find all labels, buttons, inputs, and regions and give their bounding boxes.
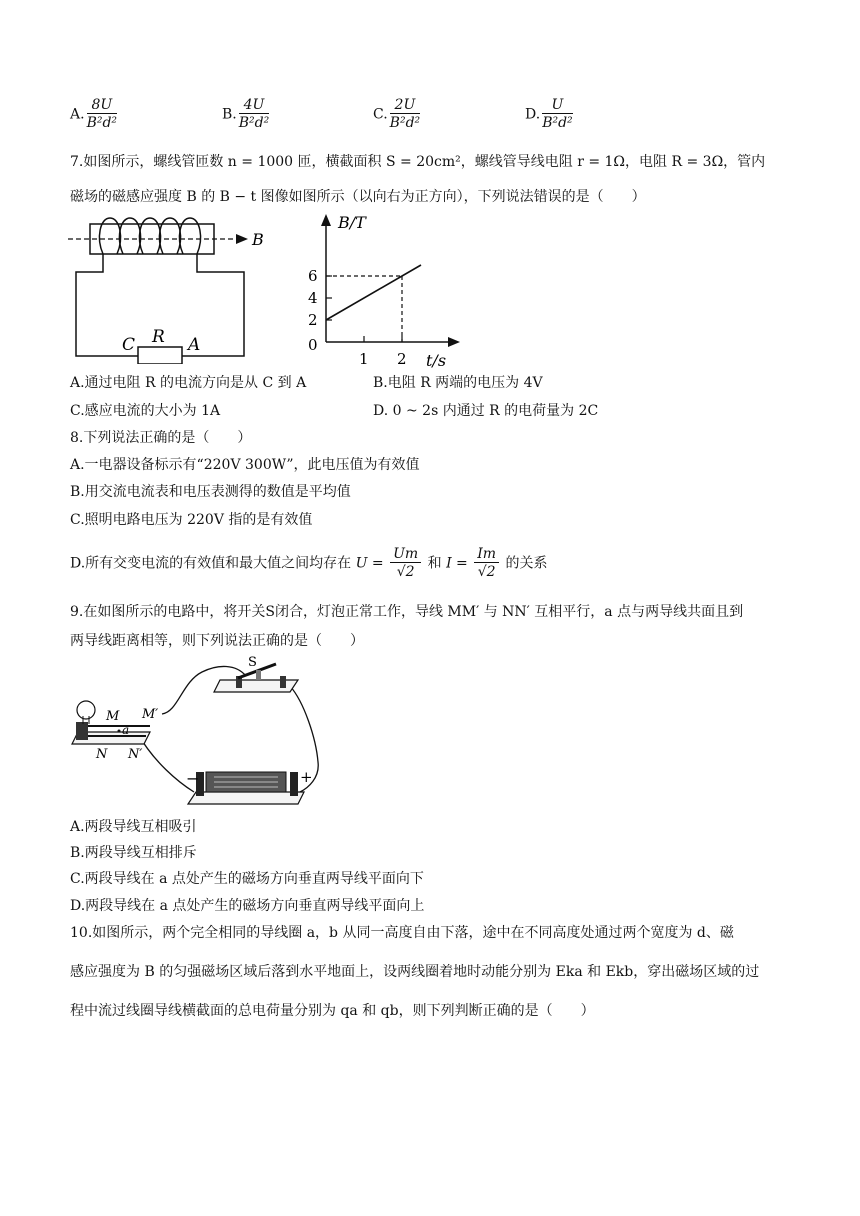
q6-option-d: D. $\frac{U}{\text{B²d²}}$ [525,97,573,131]
lamp-holder [76,722,88,740]
field-arrow-icon [236,234,248,244]
q7-option-c: C.感应电流的大小为 1A [70,403,221,419]
q9-option-c: C.两段导线在 a 点处产生的磁场方向垂直两导线平面向下 [70,871,424,887]
q6-option-c-fraction: $\frac{2U}{\text{B²d²}}$ [389,97,421,131]
label-a: a [122,723,130,737]
q6-option-a-fraction: $\frac{8U}{\text{B²d²}}$ [86,97,118,131]
q8-option-b: B.用交流电流表和电压表测得的数值是平均值 [70,484,351,500]
x-tick-label: 1 [359,350,369,368]
label-minus: − [186,769,200,788]
label-m-prime: M′ [142,707,159,722]
q8-option-a: A.一电器设备标示有“220V 300W”，此电压值为有效值 [70,457,420,473]
label-m: M [106,709,120,724]
q9-option-a: A.两段导线互相吸引 [70,819,197,835]
point-a [118,730,121,733]
switch-post [256,670,261,680]
bulb-icon [77,701,95,719]
y-tick-label: 6 [308,267,318,285]
q8-option-c: C.照明电路电压为 220V 指的是有效值 [70,512,313,528]
x-tick-label: 2 [397,350,407,368]
label-c: C [122,335,136,355]
q7-option-d: D. 0 ~ 2s 内通过 R 的电荷量为 2C [373,403,599,419]
q9-option-d: D.两段导线在 a 点处产生的磁场方向垂直两导线平面向上 [70,898,425,914]
label-b: B [252,230,264,249]
label-n: N [96,747,108,762]
y-tick-label: 4 [308,289,318,307]
q10-stem-line2: 感应强度为 B 的匀强磁场区域后落到水平地面上，设两线圈着地时动能分别为 Eka 和 Ekb，穿出磁场区域的过 [70,964,760,980]
q7-stem-line1: 7.如图所示，螺线管匝数 n = 1000 匝，横截面积 S = 20cm²，螺线管导线电阻 r = 1Ω，电阻 R = 3Ω，管内 [70,154,766,170]
label-a: A [188,335,201,355]
y-axis-arrow-icon [321,214,331,226]
q7-solenoid-circuit-figure [68,214,280,364]
battery-base [188,792,304,804]
q6-option-b-fraction: $\frac{4U}{\text{B²d²}}$ [238,97,270,131]
im-over-root2-fraction: $\frac{Im}{√2}$ [474,546,499,581]
q7-stem-line2: 磁场的磁感应强度 B 的 B − t 图像如图所示（以向右为正方向），下列说法错误的是（ ） [70,189,646,205]
q6-option-d-fraction: $\frac{U}{\text{B²d²}}$ [542,97,573,131]
resistor-r [138,347,182,364]
series-line [326,265,421,320]
label-s: S [248,655,257,670]
q9-option-b: B.两段导线互相排斥 [70,845,197,861]
q9-stem-line2: 两导线距离相等，则下列说法正确的是（ ） [70,633,364,649]
q10-stem-line1: 10.如图所示，两个完全相同的导线圈 a，b 从同一高度自由下落，途中在不同高度处通过两个宽度为 d、磁 [70,925,734,941]
q8-stem: 8.下列说法正确的是（ ） [70,430,252,446]
q7-option-a: A.通过电阻 R 的电流方向是从 C 到 A [70,375,307,391]
q8-option-d: D.所有交变电流的有效值和最大值之间均存在 U = $\frac{Um}{√2}$ 和 I = $\frac{Im}{√2}$ 的关系 [70,546,548,580]
q7-b-t-graph [300,210,466,370]
origin-label: 0 [308,336,318,354]
q10-stem-line3: 程中流过线圈导线横截面的总电荷量分别为 qa 和 qb，则下列判断正确的是（ ） [70,1003,595,1019]
q9-stem-line1: 9.在如图所示的电路中，将开关S闭合，灯泡正常工作，导线 MM′ 与 NN′ 互相平行，a 点与两导线共面且到 [70,604,744,620]
x-axis-label: t/s [426,351,447,370]
q7-option-b: B.电阻 R 两端的电压为 4V [373,375,543,391]
switch-terminal-right [280,676,286,688]
q6-option-b: B. $\frac{4U}{\text{B²d²}}$ [222,97,270,131]
q9-parallel-wires-circuit-figure [68,652,328,810]
y-axis-label: B/T [338,213,366,232]
battery-terminal-positive [290,772,298,796]
q6-option-c: C. $\frac{2U}{\text{B²d²}}$ [373,97,421,131]
label-plus: + [300,768,313,786]
y-tick-label: 2 [308,311,318,329]
label-r: R [152,327,165,347]
x-axis-arrow-icon [448,337,460,347]
q6-option-a: A. $\frac{8U}{\text{B²d²}}$ [70,97,118,131]
label-n-prime: N′ [128,747,143,762]
um-over-root2-fraction: $\frac{Um}{√2}$ [390,546,421,581]
